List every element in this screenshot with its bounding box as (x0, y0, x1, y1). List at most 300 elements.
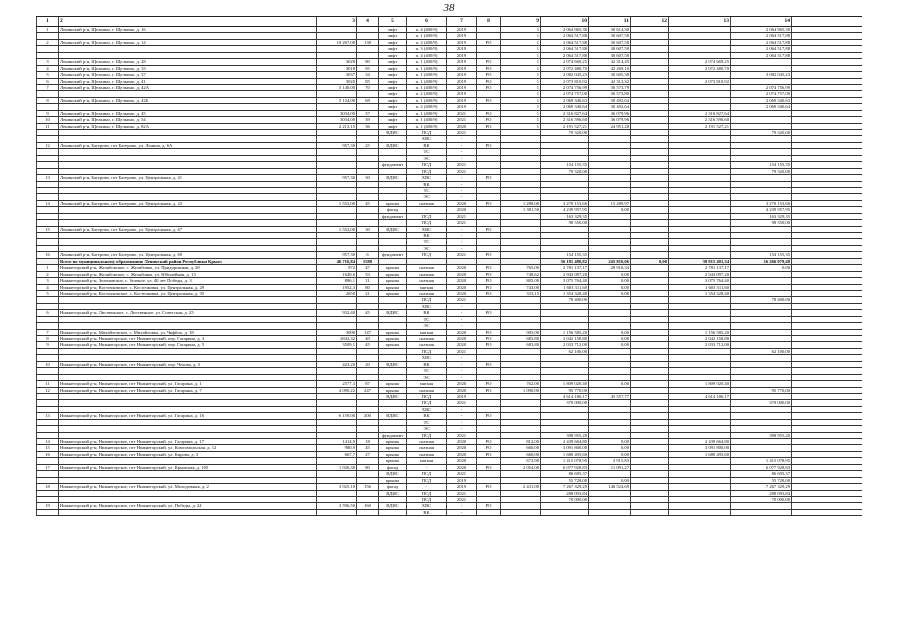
cell-col-13 (668, 491, 730, 496)
cell-col-7: - (446, 510, 476, 515)
cell-col-3: 3034,00 (316, 111, 356, 116)
cell-col-12 (630, 124, 668, 129)
cell-col-1: 2 (36, 40, 58, 45)
cell-col-3: 3 (316, 17, 356, 26)
cell-col-14: 55 728,00 (730, 478, 792, 483)
cell-col-1: 7 (36, 330, 58, 335)
cell-col-9 (500, 239, 540, 244)
cell-col-3 (316, 156, 356, 161)
cell-col-14: 78 400,00 (730, 297, 792, 302)
cell-col-12 (630, 368, 668, 373)
cell-col-8 (476, 233, 500, 238)
cell-col-1 (36, 194, 58, 199)
cell-col-3: 3000 (316, 330, 356, 335)
cell-col-8: 8 (476, 17, 500, 26)
cell-col-6: ТС (406, 317, 446, 322)
cell-col-2: Нижнегорский р-н, Нижнегорское, пгт Нижнегорский, ул. Гагарина, д. 16 (58, 413, 316, 418)
cell-col-13 (668, 40, 730, 45)
cell-col-7: 2020 (446, 458, 476, 463)
cell-col-11 (588, 426, 630, 431)
cell-col-11 (588, 362, 630, 367)
cell-col-6: п. 1 (400/9) (406, 79, 446, 84)
cell-col-11: 0,00 (588, 381, 630, 386)
cell-col-1: 18 (36, 484, 58, 489)
cell-col-1: 9 (36, 111, 58, 116)
cell-col-5 (378, 169, 406, 174)
cell-col-4: 11 (356, 278, 378, 283)
cell-col-14: 2 064 517,88 (730, 33, 792, 38)
cell-col-7: 2020 (446, 291, 476, 296)
cell-col-14 (730, 426, 792, 431)
cell-col-1 (36, 433, 58, 438)
cell-col-13 (668, 323, 730, 328)
cell-col-6: ПСД (406, 130, 446, 135)
cell-col-6: ПСД (406, 433, 446, 438)
cell-col-12 (630, 46, 668, 51)
cell-col-11 (588, 323, 630, 328)
cell-col-10: 288 093,84 (540, 491, 588, 496)
cell-col-12 (630, 53, 668, 58)
cell-col-14 (730, 59, 792, 64)
cell-col-3 (316, 407, 356, 412)
cell-col-7: - (446, 310, 476, 315)
cell-col-14: 0,00 (730, 265, 792, 270)
cell-col-6: п. 1 (400/9) (406, 33, 446, 38)
cell-col-13: 2 191 527,21 (668, 124, 730, 129)
cell-col-5: фасад (378, 465, 406, 470)
cell-col-9: 1 090,00 (500, 388, 540, 393)
cell-col-8: РО (476, 40, 500, 45)
cell-col-5: лифт (378, 85, 406, 90)
cell-col-14: 2 074 757,00 (730, 91, 792, 96)
cell-col-6: мягкая (406, 285, 446, 290)
cell-col-9: 660,00 (500, 445, 540, 450)
cell-col-5 (378, 220, 406, 225)
cell-col-4: 40 (356, 336, 378, 341)
cell-col-10: 78 400,00 (540, 297, 588, 302)
cell-col-5: ВДИС (378, 394, 406, 399)
cell-col-14: 86 695,37 (730, 471, 792, 476)
cell-col-13 (668, 426, 730, 431)
cell-col-4: 6 (356, 252, 378, 257)
cell-col-1 (36, 497, 58, 502)
cell-col-8 (476, 194, 500, 199)
cell-col-11: 36 079,96 (588, 111, 630, 116)
cell-col-1: 10 (36, 117, 58, 122)
cell-col-8: РО (476, 111, 500, 116)
cell-col-1: 5 (36, 291, 58, 296)
cell-col-6: ПСД (406, 220, 446, 225)
cell-col-6: ВК (406, 143, 446, 148)
cell-col-2 (58, 149, 316, 154)
cell-col-3 (316, 510, 356, 515)
cell-col-9: 9 (500, 17, 540, 26)
cell-col-1 (36, 239, 58, 244)
cell-col-11: 0,00 (588, 336, 630, 341)
cell-col-3 (316, 349, 356, 354)
cell-col-14: 2 064 517,88 (730, 40, 792, 45)
cell-col-11: 0,00 (588, 207, 630, 212)
cell-col-4 (356, 188, 378, 193)
cell-col-8: РО (476, 503, 500, 508)
cell-col-8: РО (476, 98, 500, 103)
cell-col-5 (378, 349, 406, 354)
cell-col-2: Ленинский р-н, Щелкино, г. Щелкино, д. 16 (58, 27, 316, 32)
cell-col-13 (668, 194, 730, 199)
cell-col-10: 10 (540, 17, 588, 26)
cell-col-14 (730, 342, 792, 347)
cell-col-10 (540, 426, 588, 431)
cell-col-4 (356, 246, 378, 251)
cell-col-3: 2577,3 (316, 381, 356, 386)
cell-col-5 (378, 182, 406, 187)
cell-col-10 (540, 233, 588, 238)
cell-col-2 (58, 46, 316, 51)
cell-col-8 (476, 104, 500, 109)
cell-col-6: 6 (406, 17, 446, 26)
cell-col-8: РО (476, 278, 500, 283)
cell-col-6: ПСД (406, 491, 446, 496)
cell-col-3 (316, 207, 356, 212)
cell-col-1 (36, 233, 58, 238)
cell-col-6: ТС (406, 239, 446, 244)
cell-col-10: 2 064 517,88 (540, 53, 588, 58)
cell-col-8: РО (476, 342, 500, 347)
cell-col-4 (356, 207, 378, 212)
cell-col-12 (630, 471, 668, 476)
cell-col-12 (630, 458, 668, 463)
cell-col-10: 2 074 757,00 (540, 91, 588, 96)
cell-col-9 (500, 497, 540, 502)
cell-col-5 (378, 233, 406, 238)
cell-col-6: ПСД (406, 252, 446, 257)
cell-col-2 (58, 233, 316, 238)
cell-col-10 (540, 503, 588, 508)
cell-col-7: 2019 (446, 85, 476, 90)
cell-col-13 (668, 85, 730, 90)
cell-col-6: ВК (406, 310, 446, 315)
cell-col-8: РО (476, 66, 500, 71)
cell-col-11: 30 605,38 (588, 72, 630, 77)
cell-col-12 (630, 252, 668, 257)
cell-col-6: ЭС (406, 426, 446, 431)
cell-col-4: 80 (356, 465, 378, 470)
cell-col-3: 972 (316, 265, 356, 270)
cell-col-4: 147 (356, 330, 378, 335)
cell-col-2: Ленинский р-н, Щелкино, г. Щелкино, д. 14 (58, 40, 316, 45)
cell-col-5 (378, 259, 406, 264)
cell-col-13 (668, 297, 730, 302)
cell-col-6: ТС (406, 188, 446, 193)
cell-col-1 (36, 375, 58, 380)
cell-col-13 (668, 252, 730, 257)
cell-col-10: 2 073 810,92 (540, 79, 588, 84)
cell-col-6: п. 1 (400/9) (406, 98, 446, 103)
cell-col-1 (36, 368, 58, 373)
cell-col-1: 1 (36, 27, 58, 32)
cell-col-8 (476, 162, 500, 167)
cell-col-2: Нижнегорский р-н, Нижнегорское, пгт Нижнегорский, пер. Чехова, д. 3 (58, 362, 316, 367)
cell-col-8 (476, 368, 500, 373)
cell-col-7: - (446, 233, 476, 238)
cell-col-4 (356, 355, 378, 360)
cell-col-8: РО (476, 124, 500, 129)
cell-col-1: 3 (36, 59, 58, 64)
cell-col-6: п. 1 (400/9) (406, 66, 446, 71)
cell-col-12 (630, 433, 668, 438)
cell-col-10: 4 614 186,17 (540, 394, 588, 399)
cell-col-5: лифт (378, 72, 406, 77)
cell-col-6: скатная (406, 265, 446, 270)
cell-col-7: 2020 (446, 445, 476, 450)
cell-col-2 (58, 156, 316, 161)
cell-col-13: 2 781 137,17 (668, 265, 730, 270)
cell-col-7: - (446, 362, 476, 367)
cell-col-7: - (446, 136, 476, 141)
cell-col-7: 2020 (446, 388, 476, 393)
cell-col-8 (476, 323, 500, 328)
cell-col-5: лифт (378, 117, 406, 122)
cell-col-2 (58, 33, 316, 38)
cell-col-14 (730, 227, 792, 232)
cell-col-6: п. 4 (400/9) (406, 27, 446, 32)
cell-col-3: 2842,32 (316, 336, 356, 341)
cell-col-13: 1 809 020,40 (668, 381, 730, 386)
cell-col-4 (356, 239, 378, 244)
cell-col-6: п. 2 (400/9) (406, 104, 446, 109)
cell-col-14 (730, 304, 792, 309)
cell-col-2 (58, 323, 316, 328)
cell-col-9: 1 (500, 53, 540, 58)
cell-col-14 (730, 407, 792, 412)
cell-col-1: 10 (36, 362, 58, 367)
cell-col-3: 3 925,10 (316, 484, 356, 489)
cell-col-11 (588, 304, 630, 309)
cell-col-4 (356, 375, 378, 380)
cell-col-3: 6 159,00 (316, 413, 356, 418)
cell-col-14 (730, 194, 792, 199)
cell-col-4: 80 (356, 285, 378, 290)
cell-col-12 (630, 317, 668, 322)
cell-col-14: 2 069 340,64 (730, 104, 792, 109)
cell-col-3 (316, 91, 356, 96)
cell-col-2 (58, 207, 316, 212)
cell-col-1: 12 (36, 143, 58, 148)
cell-col-4 (356, 53, 378, 58)
cell-col-1: 1 (36, 17, 58, 26)
cell-col-14 (730, 182, 792, 187)
cell-col-12 (630, 484, 668, 489)
cell-col-3 (316, 53, 356, 58)
cell-col-8: РО (476, 452, 500, 457)
cell-col-3 (316, 426, 356, 431)
cell-col-5 (378, 317, 406, 322)
cell-col-10 (540, 413, 588, 418)
cell-col-2: Нижнегорский р-н, Михайловское, с. Михайловка, ул. Чкфйло, д. 18 (58, 330, 316, 335)
cell-col-5: крыша (378, 291, 406, 296)
cell-col-14 (730, 439, 792, 444)
cell-col-5: ВДИС (378, 310, 406, 315)
cell-col-8: РО (476, 310, 500, 315)
cell-col-12 (630, 413, 668, 418)
cell-col-4: 85 (356, 79, 378, 84)
cell-col-12 (630, 349, 668, 354)
cell-col-10: 163 329,35 (540, 214, 588, 219)
cell-col-3: 957,30 (316, 252, 356, 257)
cell-col-8 (476, 239, 500, 244)
cell-col-9: 2 431,00 (500, 484, 540, 489)
cell-col-5: ВДИС (378, 471, 406, 476)
cell-col-13 (668, 497, 730, 502)
cell-col-12 (630, 162, 668, 167)
cell-col-5: лифт (378, 111, 406, 116)
cell-col-1 (36, 323, 58, 328)
cell-col-3 (316, 194, 356, 199)
cell-col-12 (630, 79, 668, 84)
cell-col-12 (630, 291, 668, 296)
cell-col-4: 156 (356, 484, 378, 489)
cell-col-14 (730, 66, 792, 71)
cell-col-11 (588, 510, 630, 515)
cell-col-9 (500, 510, 540, 515)
cell-col-13: 1 603 311,60 (668, 285, 730, 290)
cell-col-14: 2 069 340,63 (730, 98, 792, 103)
cell-col-1: 6 (36, 310, 58, 315)
cell-col-3 (316, 162, 356, 167)
cell-col-11: 30 614,30 (588, 27, 630, 32)
cell-col-10: 2 082 045,23 (540, 72, 588, 77)
cell-col-12 (630, 239, 668, 244)
cell-col-10: 2 074 669,25 (540, 59, 588, 64)
cell-col-10: 2 439 664,80 (540, 439, 588, 444)
cell-col-5: крыша (378, 272, 406, 277)
cell-col-10: 2 316 596,60 (540, 117, 588, 122)
cell-col-12 (630, 272, 668, 277)
cell-col-4 (356, 510, 378, 515)
cell-col-6: скатная (406, 452, 446, 457)
cell-col-11 (588, 136, 630, 141)
cell-col-6: п. 1 (400/9) (406, 59, 446, 64)
cell-col-12 (630, 497, 668, 502)
cell-col-5: крыша (378, 452, 406, 457)
cell-col-10 (540, 310, 588, 315)
cell-col-7: 2019 (446, 91, 476, 96)
cell-col-13 (668, 207, 730, 212)
cell-col-3 (316, 400, 356, 405)
cell-col-9: 683,80 (500, 342, 540, 347)
cell-col-13: 2 074 669,25 (668, 59, 730, 64)
cell-col-8: РО (476, 227, 500, 232)
cell-col-1: 13 (36, 413, 58, 418)
cell-col-2 (58, 407, 316, 412)
cell-col-13 (668, 182, 730, 187)
cell-col-5 (378, 400, 406, 405)
cell-col-5: крыша (378, 478, 406, 483)
cell-col-8 (476, 182, 500, 187)
cell-col-14 (730, 330, 792, 335)
cell-col-7: 2019 (446, 33, 476, 38)
cell-col-13: 2 316 596,60 (668, 117, 730, 122)
cell-col-6: п. 1 (400/9) (406, 117, 446, 122)
cell-col-1 (36, 510, 58, 515)
cell-col-6: п. 1 (400/9) (406, 111, 446, 116)
cell-col-8 (476, 458, 500, 463)
cell-col-8 (476, 420, 500, 425)
cell-col-2 (58, 471, 316, 476)
cell-col-7: - (446, 175, 476, 180)
cell-col-5 (378, 426, 406, 431)
cell-col-11 (588, 310, 630, 315)
cell-col-7: 2021 (446, 349, 476, 354)
cell-col-6: ТС (406, 149, 446, 154)
cell-col-13: 2 033 712,00 (668, 342, 730, 347)
cell-col-5 (378, 407, 406, 412)
cell-col-2: Ленинский р-н, Багерово, пгт Багерово, ул. Центральная, д. 23 (58, 201, 316, 206)
cell-col-9: 1 (500, 27, 540, 32)
cell-col-14: 3 082 045,23 (730, 72, 792, 77)
cell-col-11 (588, 297, 630, 302)
cell-col-8 (476, 407, 500, 412)
cell-col-13: 2 072 480,70 (668, 66, 730, 71)
cell-col-9 (500, 297, 540, 302)
cell-col-11 (588, 413, 630, 418)
cell-col-5: крыша (378, 330, 406, 335)
cell-col-12 (630, 265, 668, 270)
cell-col-8 (476, 510, 500, 515)
cell-col-7: 2019 (446, 394, 476, 399)
cell-col-11: 15 289,97 (588, 201, 630, 206)
cell-col-6: ПСД (406, 394, 446, 399)
cell-col-3 (316, 214, 356, 219)
cell-col-2: Нижнегорский р-н, Желябовское, с. Желябовка, ул. Придорожная, д. 28 (58, 265, 316, 270)
cell-col-14 (730, 413, 792, 418)
cell-col-10: 3 091 800,00 (540, 445, 588, 450)
cell-col-4 (356, 130, 378, 135)
cell-col-7: 2021 (446, 214, 476, 219)
cell-col-7: 2019 (446, 104, 476, 109)
cell-col-12 (630, 310, 668, 315)
cell-col-1 (36, 104, 58, 109)
cell-col-8 (476, 317, 500, 322)
cell-col-3 (316, 188, 356, 193)
cell-col-12 (630, 156, 668, 161)
cell-col-13 (668, 239, 730, 244)
cell-col-13: 3 091 800,00 (668, 445, 730, 450)
cell-col-7: - (446, 156, 476, 161)
cell-col-13 (668, 169, 730, 174)
cell-col-13 (668, 149, 730, 154)
cell-col-3 (316, 323, 356, 328)
cell-col-11: 146 524,69 (588, 484, 630, 489)
cell-col-14: 370 000,00 (730, 400, 792, 405)
cell-col-11 (588, 233, 630, 238)
cell-col-4 (356, 136, 378, 141)
cell-col-7: 2021 (446, 169, 476, 174)
cell-col-9: 1 (500, 104, 540, 109)
cell-col-3 (316, 375, 356, 380)
cell-col-1 (36, 169, 58, 174)
cell-col-11 (588, 317, 630, 322)
cell-col-7: - (446, 182, 476, 187)
cell-col-12 (630, 407, 668, 412)
cell-col-11: 0,00 (588, 452, 630, 457)
cell-col-9 (500, 426, 540, 431)
cell-col-3: 5 140,00 (316, 85, 356, 90)
cell-col-7: - (446, 304, 476, 309)
cell-col-11: 0,00 (588, 445, 630, 450)
cell-col-9 (500, 175, 540, 180)
cell-col-1: 5 (36, 72, 58, 77)
